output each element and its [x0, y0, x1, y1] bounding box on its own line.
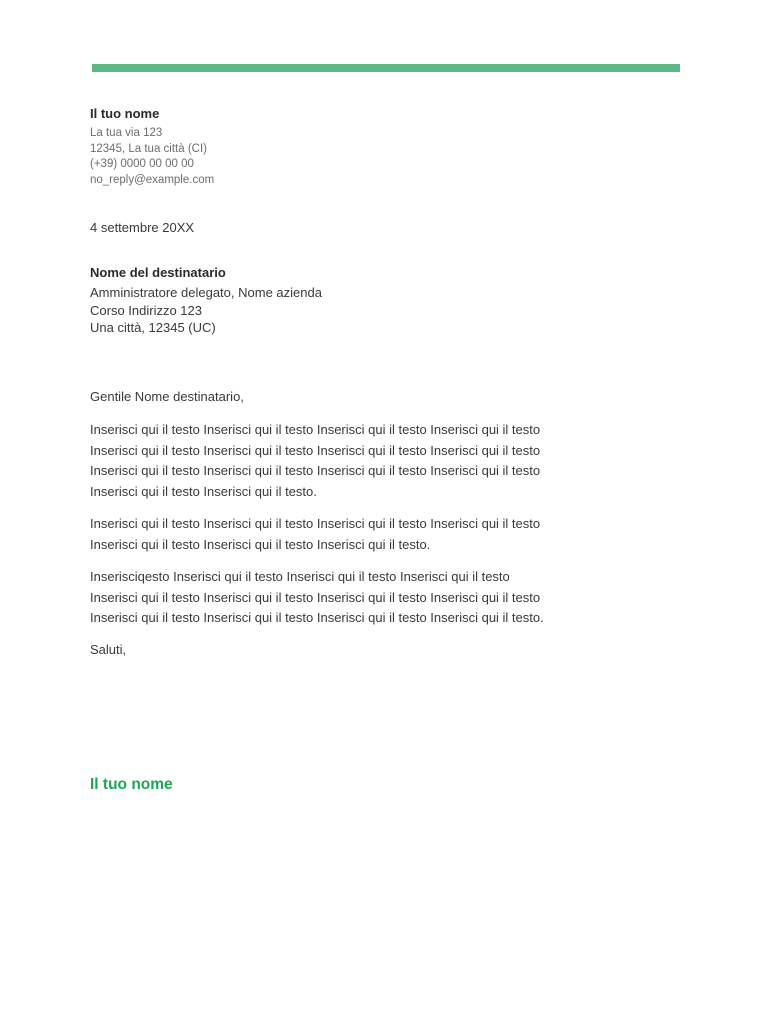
body-paragraph-1	[90, 420, 590, 502]
paragraph-line: Inserisciqesto Inserisci qui il testo Inserisci qui il testo Inserisci qui il testo	[90, 569, 510, 584]
paragraph-line: Inserisci qui il testo Inserisci qui il testo Inserisci qui il testo.	[90, 536, 431, 552]
recipient-title: Amministratore delegato, Nome azienda	[90, 285, 322, 300]
sender-phone: (+39) 0000 00 00 00	[90, 158, 194, 171]
sender-contact-block	[90, 126, 214, 189]
closing: Saluti,	[90, 642, 127, 657]
sender-address: La tua via 123	[90, 127, 163, 139]
paragraph-line: Inserisci qui il testo Inserisci qui il testo Inserisci qui il testo Inserisci qui il testo	[90, 516, 541, 531]
letter-date: 4 settembre 20XX	[90, 220, 195, 235]
signature: Il tuo nome	[90, 776, 173, 793]
body-paragraph-2	[90, 514, 590, 555]
sender-name: Il tuo nome	[90, 106, 160, 121]
recipient-city: Una città, 12345 (UC)	[90, 320, 216, 335]
body-paragraph-3	[90, 567, 590, 629]
paragraph-line: Inserisci qui il testo Inserisci qui il testo Inserisci qui il testo Inserisci qui il testo	[90, 589, 541, 605]
recipient-address: Corso Indirizzo 123	[90, 302, 202, 318]
recipient-name: Nome del destinatario	[90, 265, 226, 280]
paragraph-line: Inserisci qui il testo Inserisci qui il testo Inserisci qui il testo Inserisci qui il testo	[90, 463, 541, 479]
sender-city: 12345, La tua città (CI)	[90, 142, 207, 155]
greeting: Gentile Nome destinatario,	[90, 389, 244, 404]
sender-email: no_reply@example.com	[90, 174, 215, 187]
accent-bar	[92, 64, 680, 72]
paragraph-line: Inserisci qui il testo Inserisci qui il testo Inserisci qui il testo Inserisci qui il testo.	[90, 610, 544, 626]
paragraph-line: Inserisci qui il testo Inserisci qui il testo Inserisci qui il testo Inserisci qui il testo	[90, 422, 541, 437]
paragraph-line: Inserisci qui il testo Inserisci qui il testo.	[90, 483, 317, 499]
paragraph-line: Inserisci qui il testo Inserisci qui il testo Inserisci qui il testo Inserisci qui il testo	[90, 442, 541, 458]
recipient-block	[90, 284, 322, 337]
